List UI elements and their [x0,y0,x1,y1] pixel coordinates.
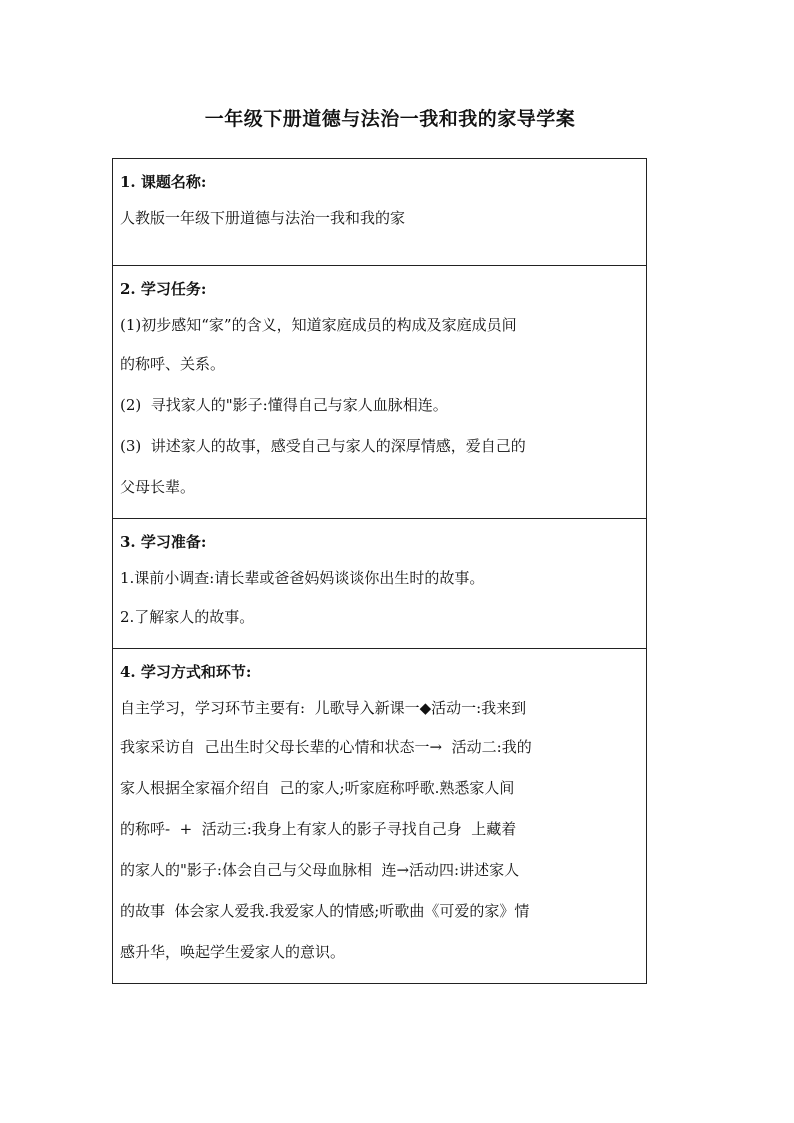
section-heading: 1. 课题名称: [120,173,207,191]
section-learning-tasks [113,266,647,519]
page-title: 一年级下册道德与法治一我和我的家导学案 [204,108,576,130]
text-line: 感升华，唤起学生爱家人的意识。 [120,943,346,961]
section-heading: 2. 学习任务: [120,280,207,298]
text-line: 的称呼、关系。 [120,355,226,373]
study-guide-table [112,158,647,984]
text-line: 人教版一年级下册道德与法治一我和我的家 [120,209,406,227]
table-row [113,519,647,649]
text-line: 2.了解家人的故事。 [120,608,255,626]
section-topic-name [113,159,647,266]
table-row [113,266,647,519]
text-line: 1.课前小调查:请长辈或爸爸妈妈谈谈你出生时的故事。 [120,569,485,587]
text-line: 的称呼- + 活动三:我身上有家人的影子寻找自己身 上藏着 [120,820,517,838]
section-heading: 3. 学习准备: [120,533,207,551]
table-row [113,159,647,266]
text-line: 自主学习，学习环节主要有: 儿歌导入新课一◆活动一:我来到 [120,699,527,717]
text-line: 的故事 体会家人爱我.我爱家人的情感;听歌曲《可爱的家》情 [120,902,530,920]
text-line: (1)初步感知“家”的含义，知道家庭成员的构成及家庭成员间 [120,316,517,334]
text-line: 父母长辈。 [120,478,196,496]
table-row [113,649,647,984]
text-line: 我家采访自 己出生时父母长辈的心情和状态一→ 活动二:我的 [120,738,532,756]
text-line: (3) 讲述家人的故事，感受自己与家人的深厚情感，爱自己的 [120,437,526,455]
section-heading: 4. 学习方式和环节: [120,663,252,681]
section-preparation [113,519,647,649]
section-methods-and-steps [113,649,647,984]
text-line: 家人根据全家福介绍自 己的家人;听家庭称呼歌.熟悉家人间 [120,779,515,797]
text-line: (2) 寻找家人的"影子:懂得自己与家人血脉相连。 [120,396,448,414]
text-line: 的家人的"影子:体会自己与父母血脉相 连→活动四:讲述家人 [120,861,520,879]
